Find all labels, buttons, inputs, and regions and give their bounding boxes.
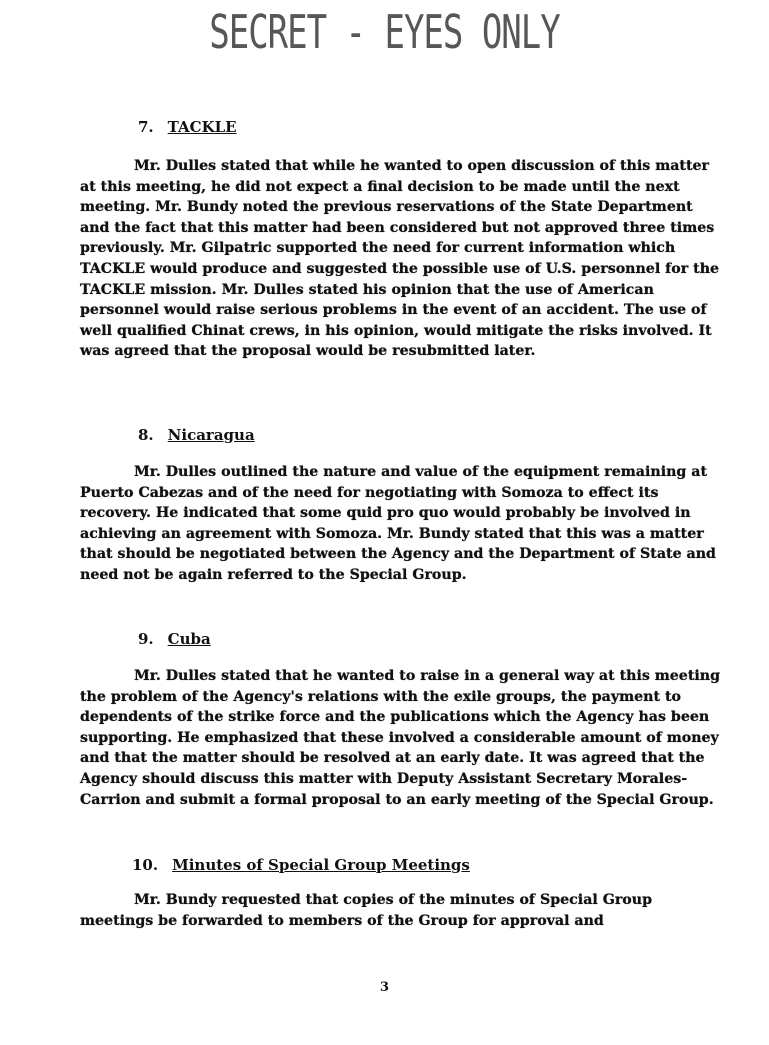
section-title: Nicaragua	[167, 426, 255, 444]
section-minutes	[80, 856, 720, 931]
section-heading	[138, 630, 720, 648]
section-nicaragua	[80, 426, 720, 586]
section-title: Minutes of Special Group Meetings	[172, 856, 470, 874]
section-body: Mr. Dulles stated that while he wanted to open discussion of this matter at this meeting, he did not expect a final decision to be made until the next meeting. Mr. Bundy noted the previous reservations of the State Department and the fact that this matter had been considered but not approved three times previously. Mr. Gilpatric supported the need for current information which TACKLE would produce and suggested the possible use of U.S. personnel for the TACKLE mission. Mr. Dulles stated his opinion that the use of American personnel would raise serious problems in the event of an accident. The use of well qualified Chinat crews, in his opinion, would mitigate the risks involved. It was agreed that the proposal would be resubmitted later.	[80, 158, 720, 360]
section-title: TACKLE	[167, 118, 237, 136]
page-number: 3	[379, 980, 390, 995]
section-tackle	[80, 118, 720, 362]
section-number: 10.	[132, 856, 159, 874]
section-heading	[138, 426, 720, 444]
section-heading	[132, 856, 720, 874]
section-cuba	[80, 630, 720, 810]
section-number: 8.	[138, 426, 154, 444]
section-number: 7.	[138, 118, 154, 136]
section-number: 9.	[138, 630, 154, 648]
section-body: Mr. Bundy requested that copies of the minutes of Special Group meetings be forwarded to members of the Group for approval and	[80, 892, 653, 929]
classification-stamp: SECRET - EYES ONLY	[209, 6, 560, 60]
section-heading	[138, 118, 720, 136]
section-body: Mr. Dulles outlined the nature and value of the equipment remaining at Puerto Cabezas and of the need for negotiating with Somoza to effect its recovery. He indicated that some quid pro quo would probably be involved in achieving an agreement with Somoza. Mr. Bundy stated that this was a matter that should be negotiated between the Agency and the Department of State and need not be again referred to the Special Group.	[80, 464, 716, 583]
section-title: Cuba	[167, 630, 211, 648]
section-body: Mr. Dulles stated that he wanted to raise in a general way at this meeting the problem of the Agency's relations with the exile groups, the payment to dependents of the strike force and the publications which the Agency has been supporting. He emphasized that these involved a considerable amount of money and that the matter should be resolved at an early date. It was agreed that the Agency should discuss this matter with Deputy Assistant Secretary Morales-Carrion and submit a formal proposal to an early meeting of the Special Group.	[80, 668, 721, 808]
